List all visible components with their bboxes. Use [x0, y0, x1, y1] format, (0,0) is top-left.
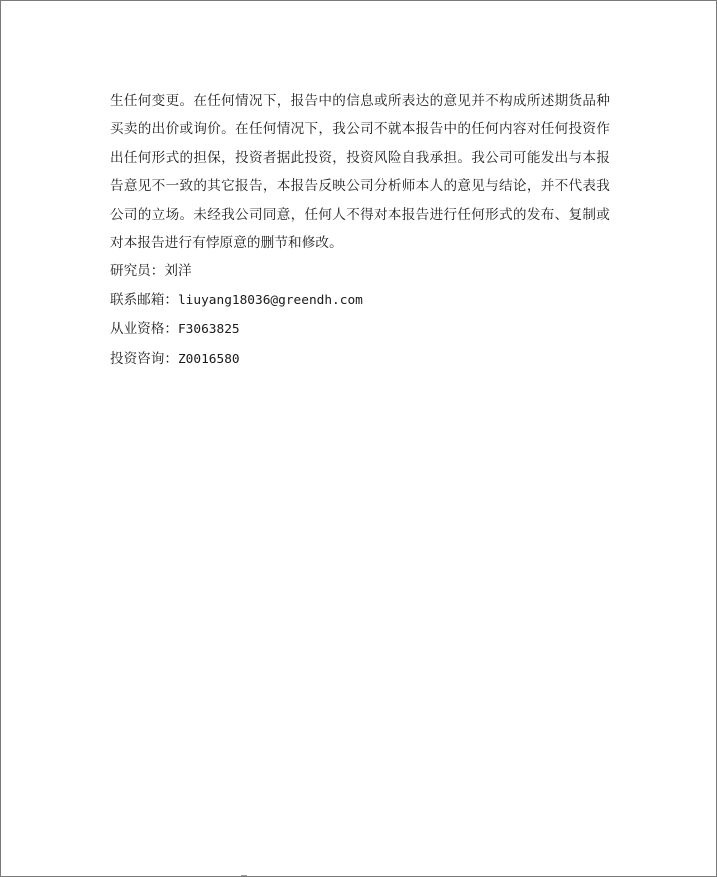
email-label: 联系邮箱：: [110, 291, 178, 308]
email-address: liuyang18036@greendh.com: [177, 292, 363, 308]
email-line: [110, 286, 610, 315]
qualification-label: 从业资格：: [110, 321, 178, 338]
researcher-line: [110, 257, 610, 285]
qualification-line: [110, 315, 610, 344]
qualification-number: F3063825: [177, 322, 240, 338]
consulting-number: Z0016580: [177, 351, 240, 367]
consulting-label: 投资咨询：: [110, 350, 178, 367]
disclaimer-paragraph: 生任何变更。在任何情况下，报告中的信息或所表达的意见并不构成所述期货品种买卖的出价或询价。在任何情况下，我公司不就本报告中的任何内容对任何投资作出任何形式的担保，投资者据此投资，投资风险自我承担。我公司可能发出与本报告意见不一致的其它报告，本报告反映公司分析师本人的意见与结论，并不代表我公司的立场。未经我公司同意，任何人不得对本报告进行任何形式的发布、复制或对本报告进行有悖原意的删节和修改。: [110, 93, 610, 252]
researcher-label: 研究员：: [110, 263, 165, 280]
page-bottom-mark: [241, 875, 247, 876]
researcher-name: 刘洋: [164, 263, 192, 280]
page-content: [110, 87, 610, 374]
consulting-line: [110, 345, 610, 374]
